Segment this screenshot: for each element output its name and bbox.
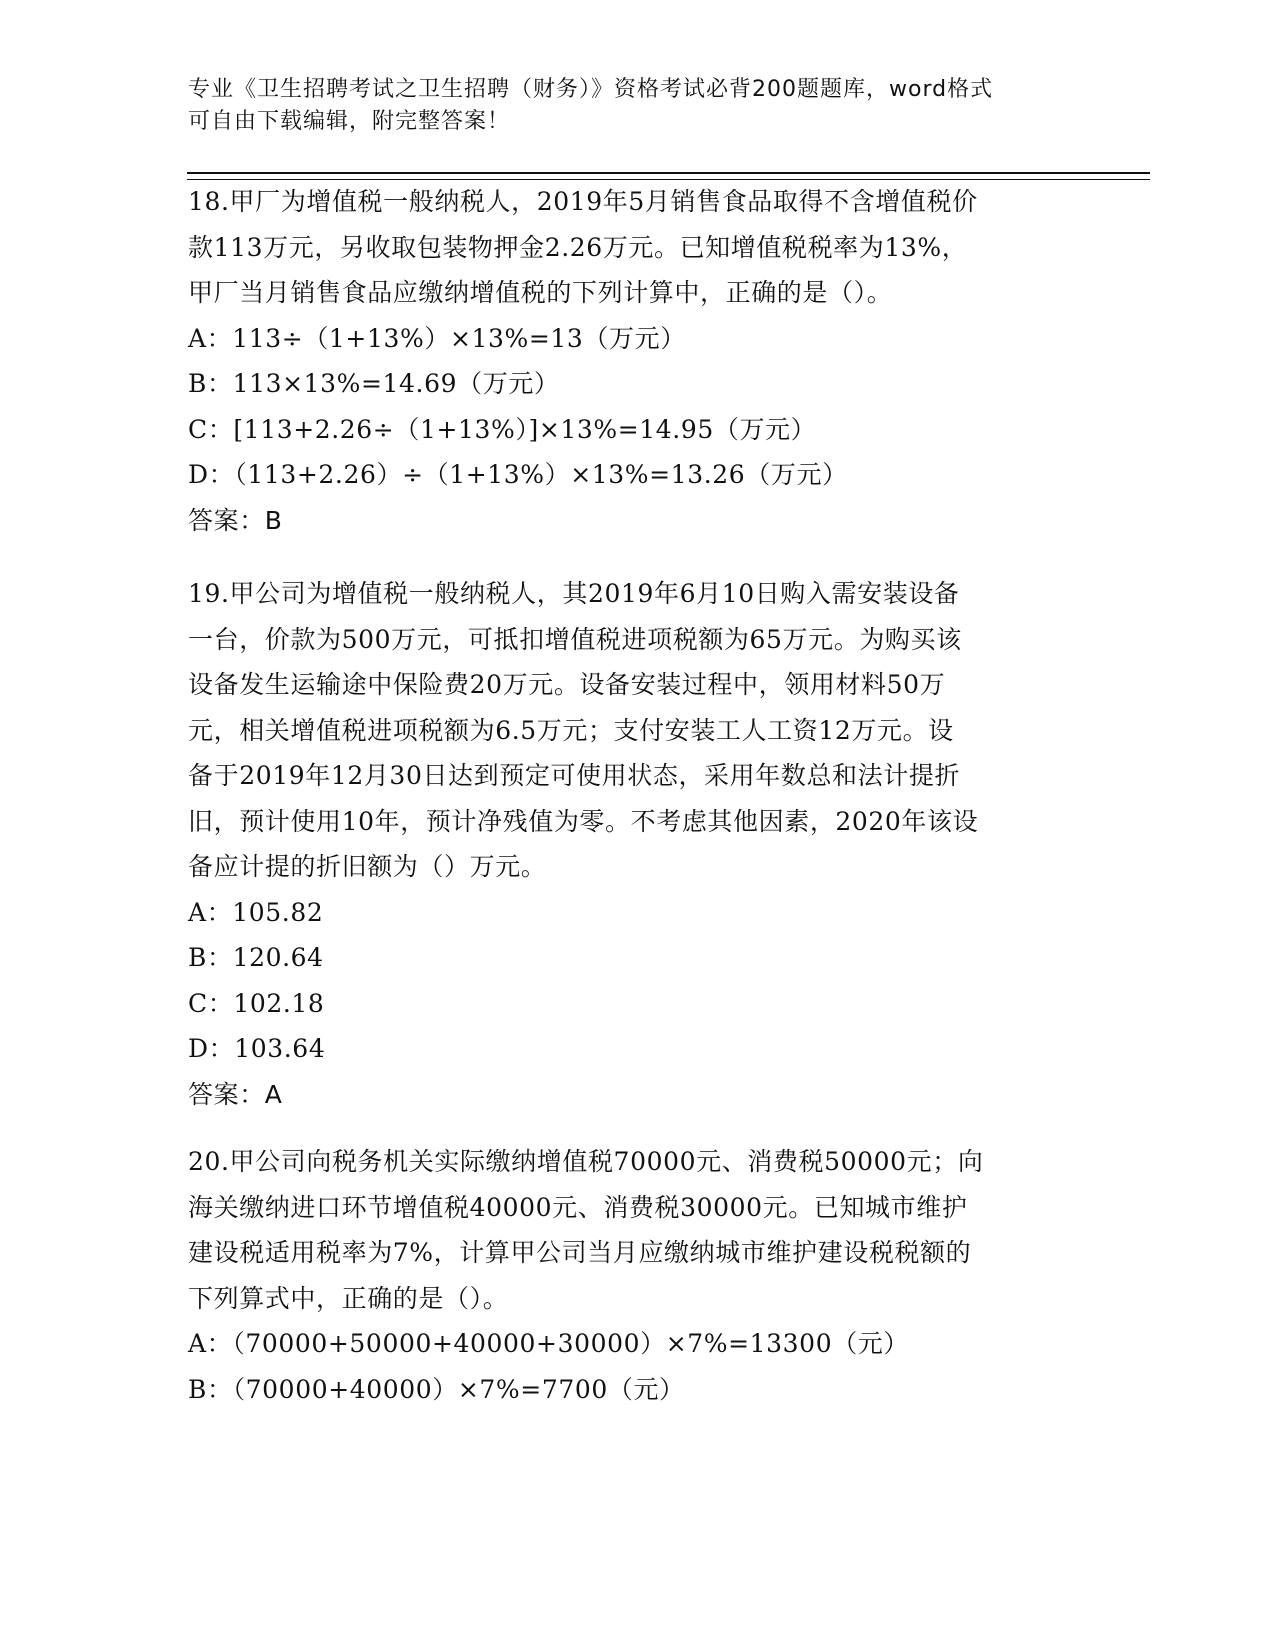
document-header xyxy=(188,74,1078,138)
header-divider-thick xyxy=(187,172,1150,174)
header-line-2: 可自由下载编辑，附完整答案！ xyxy=(188,109,511,134)
question-18 xyxy=(188,179,1088,543)
question-stem-line: 旧，预计使用10年，预计净残值为零。不考虑其他因素，2020年该设 xyxy=(188,806,979,836)
question-stem-line: 18.甲厂为增值税一般纳税人，2019年5月销售食品取得不含增值税价 xyxy=(188,187,978,216)
option-c: C：[113+2.26÷（1+13%）]×13%=14.95（万元） xyxy=(188,414,817,444)
answer-label: 答案：B xyxy=(188,505,283,535)
option-b: B：113×13%=14.69（万元） xyxy=(188,369,560,398)
question-stem-line: 海关缴纳进口环节增值税40000元、消费税30000元。已知城市维护 xyxy=(188,1192,968,1222)
option-b: B：120.64 xyxy=(188,943,324,972)
question-stem-line: 一台，价款为500万元，可抵扣增值税进项税额为65万元。为购买该 xyxy=(188,624,962,654)
option-d: D：（113+2.26）÷（1+13%）×13%=13.26（万元） xyxy=(188,460,848,489)
question-stem-line: 备应计提的折旧额为（）万元。 xyxy=(188,852,547,881)
question-stem-line: 备于2019年12月30日达到预定可使用状态，采用年数总和法计提折 xyxy=(188,761,961,790)
question-stem-line: 款113万元，另收取包装物押金2.26万元。已知增值税税率为13%， xyxy=(188,232,968,262)
question-stem-line: 设备发生运输途中保险费20万元。设备安装过程中，领用材料50万 xyxy=(188,670,946,699)
option-c: C：102.18 xyxy=(188,988,325,1018)
question-stem-line: 20.甲公司向税务机关实际缴纳增值税70000元、消费税50000元；向 xyxy=(188,1147,984,1176)
question-stem-line: 元，相关增值税进项税额为6.5万元；支付安装工人工资12万元。设 xyxy=(188,715,954,745)
option-a: A：113÷（1+13%）×13%=13（万元） xyxy=(188,323,686,353)
question-stem-line: 甲厂当月销售食品应缴纳增值税的下列计算中，正确的是（）。 xyxy=(188,278,893,307)
header-line-1: 专业《卫生招聘考试之卫生招聘（财务）》资格考试必背200题题库，word格式 xyxy=(188,77,994,102)
option-a: A：105.82 xyxy=(188,897,324,927)
question-19 xyxy=(188,571,1088,1117)
option-b: B：（70000+40000）×7%=7700（元） xyxy=(188,1374,685,1404)
option-a: A：（70000+50000+40000+30000）×7%=13300（元） xyxy=(188,1329,909,1358)
question-stem-line: 建设税适用税率为7%，计算甲公司当月应缴纳城市维护建设税税额的 xyxy=(188,1238,972,1267)
option-d: D：103.64 xyxy=(188,1034,326,1063)
question-20 xyxy=(188,1139,1088,1412)
question-stem-line: 下列算式中，正确的是（）。 xyxy=(188,1283,509,1313)
answer-label: 答案：A xyxy=(188,1079,283,1109)
question-stem-line: 19.甲公司为增值税一般纳税人，其2019年6月10日购入需安装设备 xyxy=(188,579,960,608)
